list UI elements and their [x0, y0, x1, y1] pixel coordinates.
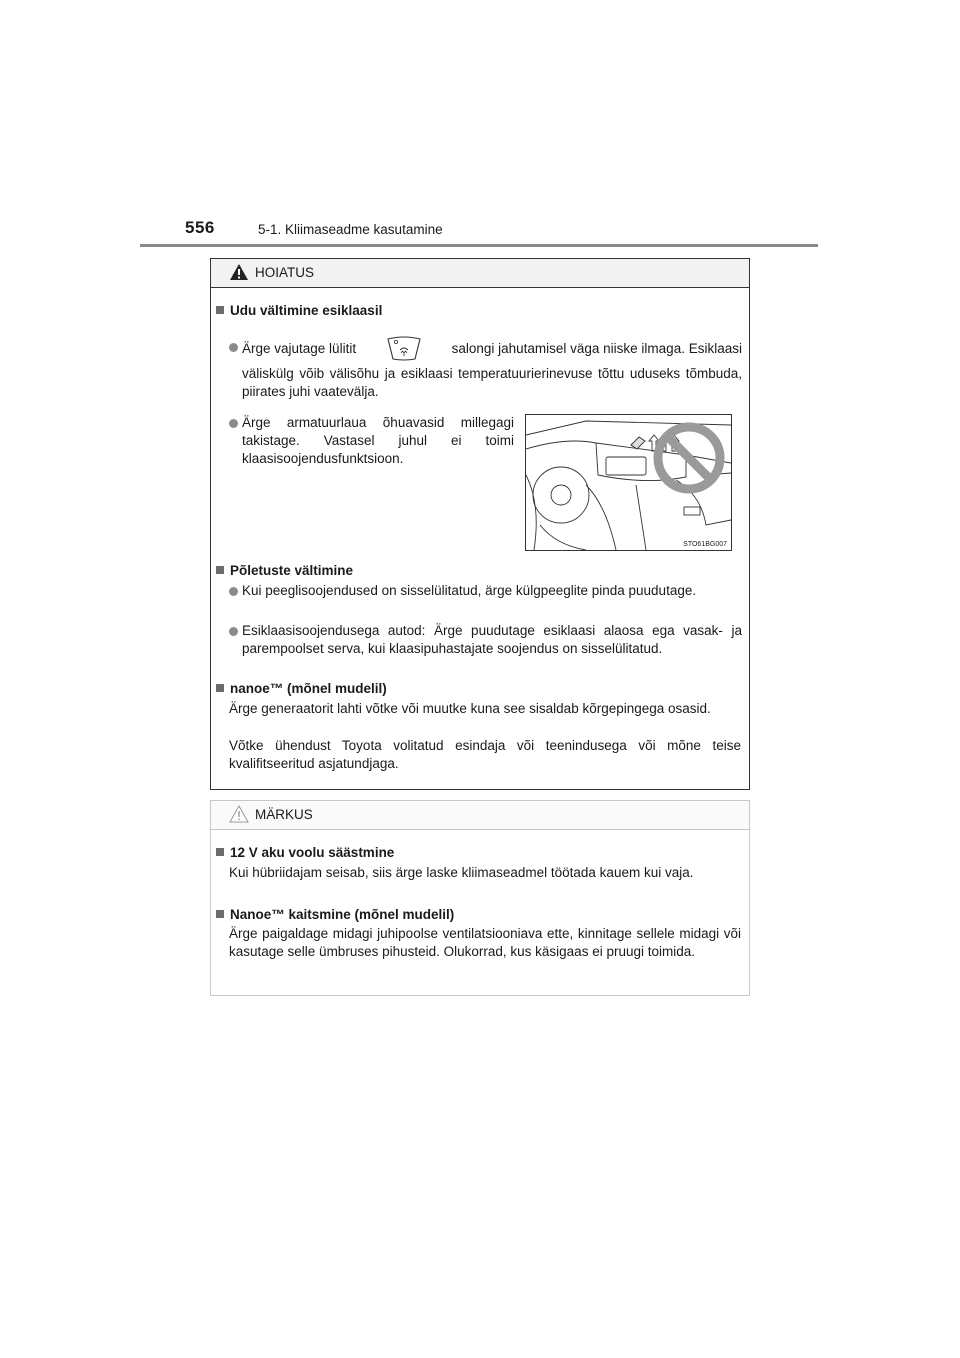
square-bullet-icon [216, 306, 224, 314]
section-heading: Põletuste vältimine [216, 562, 353, 580]
page-number: 556 [185, 218, 215, 237]
warning-title: HOIATUS [255, 265, 315, 280]
square-bullet-icon [216, 684, 224, 692]
header-divider [140, 244, 818, 247]
section-title: 5-1. Kliimaseadme kasutamine [258, 222, 443, 237]
paragraph: Võtke ühendust Toyota volitatud esindaja või teenindusega või mõne teise kvalifitseeritud asjatundjaga. [229, 738, 741, 771]
paragraph: Ärge paigaldage midagi juhipoolse ventilatsiooniava ette, kinnitage sellele midagi või kasutage selle ümbruses pihusteid. Olukorrad, kus käsigaas ei pruugi toimida. [229, 926, 741, 959]
caution-triangle-icon [229, 805, 249, 823]
windshield-defog-switch-icon [384, 336, 424, 362]
section-heading: 12 V aku voolu säästmine [216, 844, 394, 862]
notice-box [210, 800, 750, 996]
prohibition-icon [652, 421, 726, 495]
list-item: Ärge vajutage lülitit salongi jahutamisel väga niiske ilmaga. Esiklaasi väliskülg võib välisõhu ja esiklaasi temperatuurierinevuse tõttu uduseks tõmbuda, piirates juhi vaatevälja. [242, 336, 742, 401]
bullet-icon [229, 343, 238, 352]
notice-header [211, 801, 749, 830]
warning-triangle-icon [229, 263, 249, 281]
section-heading: nanoe™ (mõnel mudelil) [216, 680, 387, 698]
list-item: Esiklaasisoojendusega autod: Ärge puudutage esiklaasi alaosa ega vasak- ja parempoolset serva, kui klaasipuhastajate soojendus on sisselülitatud. [242, 622, 742, 658]
dashboard-illustration [525, 414, 732, 551]
bullet-icon [229, 627, 238, 636]
list-item: Ärge armatuurlaua õhuavasid millegagi takistage. Vastasel juhul ei toimi klaasisoojendusfunktsioon. [242, 414, 514, 468]
section-heading: Nanoe™ kaitsmine (mõnel mudelil) [216, 906, 454, 924]
bullet-icon [229, 419, 238, 428]
warning-header [211, 259, 749, 288]
paragraph: Kui hübriidajam seisab, siis ärge laske kliimaseadmel töötada kauem kui vaja. [229, 865, 694, 880]
square-bullet-icon [216, 910, 224, 918]
square-bullet-icon [216, 848, 224, 856]
bullet-icon [229, 587, 238, 596]
list-item: Kui peeglisoojendused on sisselülitatud, ärge külgpeeglite pinda puudutage. [242, 582, 742, 600]
notice-title: MÄRKUS [255, 807, 313, 822]
illustration-code: STO61BG007 [683, 541, 727, 548]
paragraph: Ärge generaatorit lahti võtke või muutke kuna see sisaldab kõrgepingega osasid. [229, 701, 711, 716]
section-heading: Udu vältimine esiklaasil [216, 302, 382, 320]
square-bullet-icon [216, 566, 224, 574]
